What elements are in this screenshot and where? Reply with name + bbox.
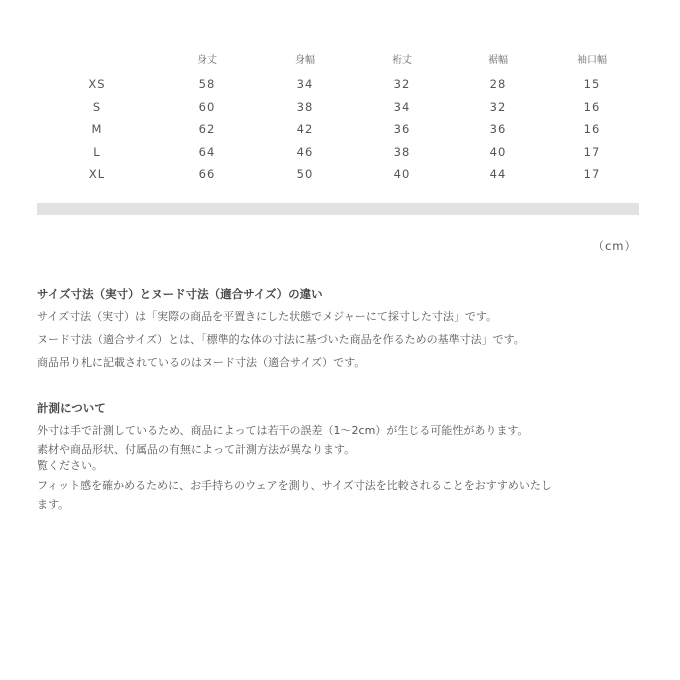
size-label: XL [88, 167, 106, 182]
table-cell: 60 [198, 99, 216, 114]
size-label: S [92, 99, 102, 114]
table-footer-bar [37, 203, 639, 215]
table-cell: 16 [583, 122, 601, 137]
table-cell: 40 [489, 144, 507, 159]
size-table [37, 43, 639, 186]
table-cell: 34 [393, 99, 411, 114]
size-label: L [93, 144, 101, 159]
size-notes [37, 283, 647, 513]
table-cell: 32 [489, 99, 507, 114]
table-cell: 62 [198, 122, 216, 137]
table-cell: 50 [296, 167, 314, 182]
table-row [37, 96, 639, 119]
size-table-header-row [37, 43, 639, 73]
table-cell: 44 [489, 167, 507, 182]
table-cell: 17 [583, 167, 601, 182]
section-heading-size-difference: サイズ寸法（実寸）とヌード寸法（適合サイズ）の違い [37, 287, 323, 301]
table-cell: 17 [583, 144, 601, 159]
note-line: ヌード寸法（適合サイズ）とは、「標準的な体の寸法に基づいた商品を作るための基準寸法」です。 [37, 333, 525, 346]
section-heading-measurement: 計測について [37, 401, 106, 415]
table-row [37, 118, 639, 141]
table-cell: 58 [198, 77, 216, 92]
note-line: 素材や商品形状、付属品の有無によって計測方法が異なります。 [37, 443, 356, 456]
table-row [37, 141, 639, 164]
table-cell: 38 [296, 99, 314, 114]
table-cell: 66 [198, 167, 216, 182]
table-cell: 42 [296, 122, 314, 137]
unit-label: （cm） [592, 239, 637, 253]
note-line: 覧ください。 [37, 459, 103, 472]
table-cell: 34 [296, 77, 314, 92]
header-cuff-width: 袖口幅 [577, 54, 607, 66]
header-body-width: 身幅 [295, 54, 315, 66]
note-line: ます。 [37, 498, 70, 511]
table-cell: 36 [489, 122, 507, 137]
note-line: 商品吊り札に記載されているのはヌード寸法（適合サイズ）です。 [37, 356, 366, 369]
header-hem-width: 裾幅 [488, 54, 508, 66]
table-cell: 16 [583, 99, 601, 114]
table-cell: 15 [583, 77, 601, 92]
note-line: フィット感を確かめるために、お手持ちのウェアを測り、サイズ寸法を比較されることをおすすめいたし [37, 479, 552, 492]
table-cell: 28 [489, 77, 507, 92]
table-cell: 40 [393, 167, 411, 182]
header-size [37, 43, 157, 73]
header-body-length: 身丈 [197, 54, 217, 66]
table-cell: 64 [198, 144, 216, 159]
note-line: サイズ寸法（実寸）は「実際の商品を平置きにした状態でメジャーにて採寸した寸法」です。 [37, 310, 498, 323]
table-cell: 36 [393, 122, 411, 137]
spacer [37, 374, 647, 397]
header-sleeve-length: 裄丈 [392, 54, 412, 66]
size-label: XS [88, 77, 106, 92]
size-label: M [91, 122, 103, 137]
table-cell: 32 [393, 77, 411, 92]
table-row [37, 73, 639, 96]
table-row [37, 163, 639, 186]
note-line: 外寸は手で計測しているため、商品によっては若干の誤差（1〜2cm）が生じる可能性があります。 [37, 424, 529, 437]
table-cell: 38 [393, 144, 411, 159]
table-cell: 46 [296, 144, 314, 159]
